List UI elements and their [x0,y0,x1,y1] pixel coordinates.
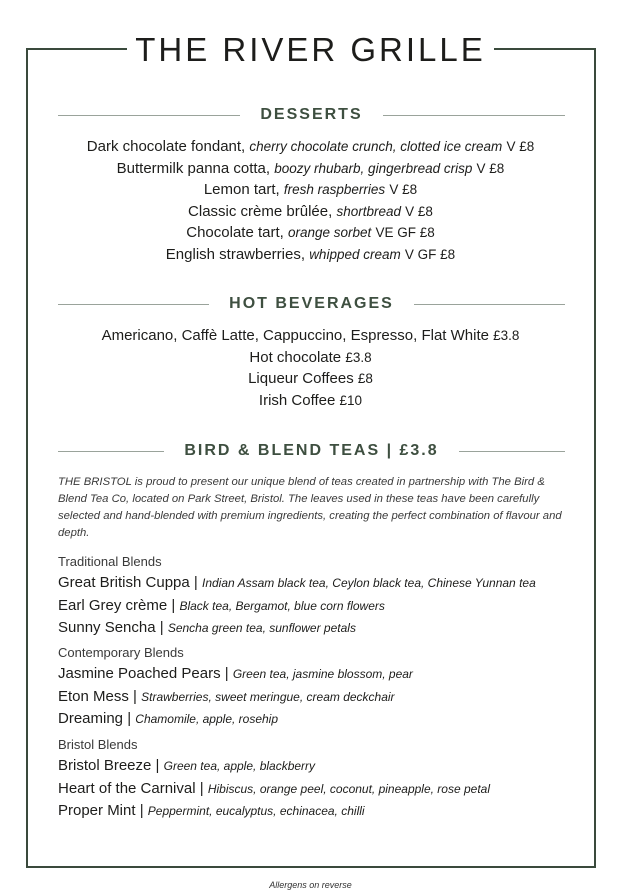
beverage-item: Hot chocolate £3.8 [249,348,372,366]
tea-group-traditional [58,553,578,640]
heading-rule-left [58,115,240,116]
tea-item: Dreaming | Chamomile, apple, rosehip [58,710,279,727]
tea-item: Proper Mint | Peppermint, eucalyptus, echinacea, chilli [58,802,365,819]
tea-item: Bristol Breeze | Green tea, apple, blackberry [58,757,316,774]
frame-top-rule-right [494,48,596,50]
heading-rule-right [459,451,565,452]
tea-item: Heart of the Carnival | Hibiscus, orange peel, coconut, pineapple, rose petal [58,779,491,797]
tea-group-contemporary [58,644,578,731]
frame-top-rule-left [26,48,127,50]
tea-group-bristol [58,736,578,823]
tea-group-title: Traditional Blends [58,554,162,569]
beverages-list [30,325,591,411]
heading-rule-right [414,304,565,305]
dessert-item: Lemon tart, fresh raspberries V £8 [203,181,418,198]
tea-item: Great British Cuppa | Indian Assam black tea, Ceylon black tea, Chinese Yunnan tea [58,574,536,591]
desserts-heading [58,105,565,125]
dessert-item: English strawberries, whipped cream V GF £8 [165,245,456,263]
teas-title: BIRD & BLEND TEAS | £3.8 [184,442,439,459]
desserts-list [30,136,591,265]
beverage-item: Irish Coffee £10 [258,391,363,409]
teas-intro: THE BRISTOL is proud to present our unique blend of teas created in partnership with The Bird & Blend Tea Co, located on Park Street, Bristol. The leaves used in these teas have been carefully selected and hand-blended with premium ingredients, creating the perfect combination of flavour and depth. [58,476,562,539]
dessert-item: Chocolate tart, orange sorbet VE GF £8 [186,224,435,241]
allergens-note: Allergens on reverse [269,880,352,890]
beverage-item: Liqueur Coffees £8 [248,370,373,387]
dessert-item: Classic crème brûlée, shortbread V £8 [188,202,433,220]
heading-rule-right [383,115,565,116]
tea-group-title: Contemporary Blends [58,645,184,660]
restaurant-title: THE RIVER GRILLE [135,31,486,68]
teas-heading [58,441,565,461]
beverages-heading [58,294,565,314]
heading-rule-left [58,304,209,305]
desserts-title: DESSERTS [260,106,363,123]
tea-item: Eton Mess | Strawberries, sweet meringue, cream deckchair [58,687,395,705]
dessert-item: Buttermilk panna cotta, boozy rhubarb, gingerbread crisp V £8 [116,159,505,177]
beverage-item: Americano, Caffè Latte, Cappuccino, Espresso, Flat White £3.8 [101,327,520,344]
tea-item: Earl Grey crème | Black tea, Bergamot, blue corn flowers [58,596,385,614]
dessert-item: Dark chocolate fondant, cherry chocolate crunch, clotted ice cream V £8 [86,138,535,155]
tea-item: Jasmine Poached Pears | Green tea, jasmine blossom, pear [58,665,413,682]
tea-item: Sunny Sencha | Sencha green tea, sunflower petals [58,619,356,636]
heading-rule-left [58,451,164,452]
tea-group-title: Bristol Blends [58,737,138,752]
beverages-title: HOT BEVERAGES [229,295,394,312]
